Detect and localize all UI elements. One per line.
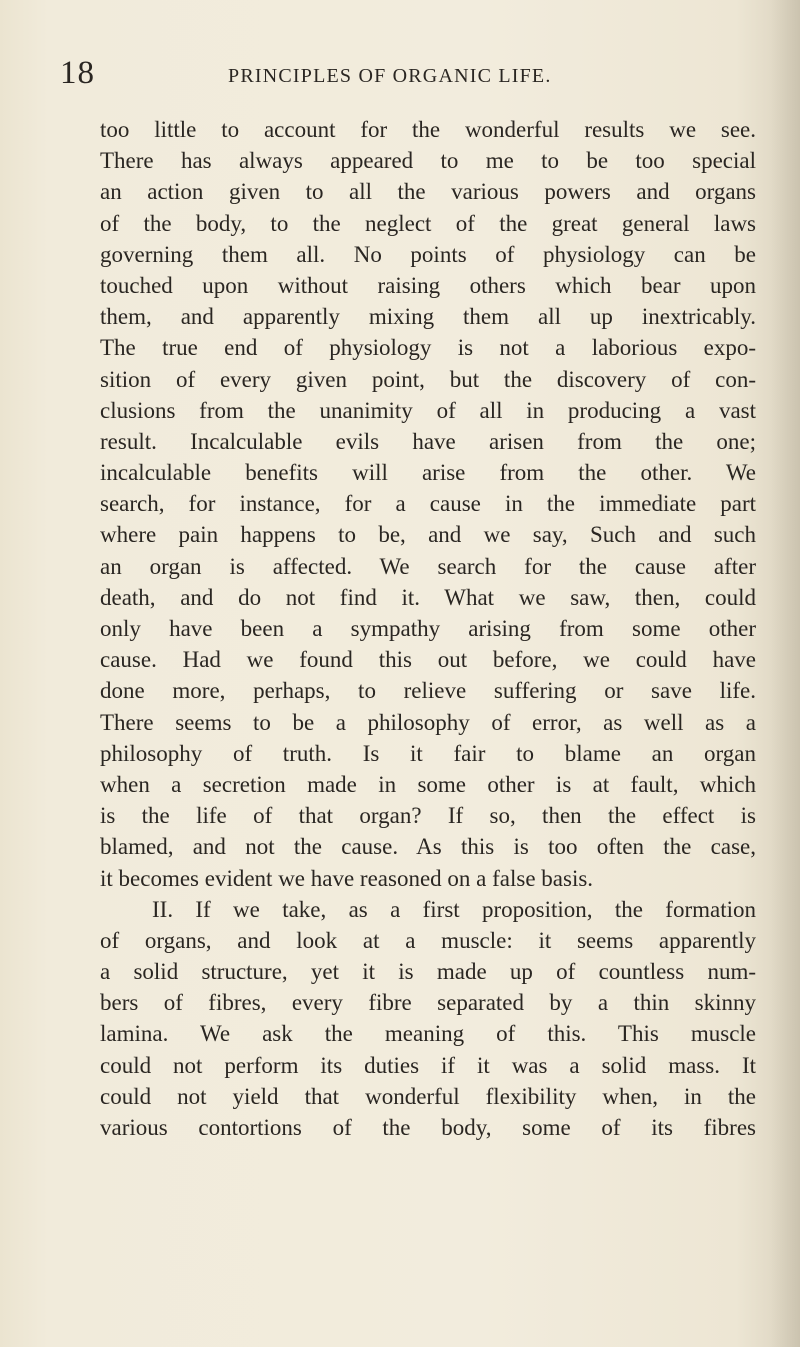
text-line: is the life of that organ? If so, then the effect is <box>100 803 756 829</box>
text-line: clusions from the unanimity of all in producing a vast <box>100 397 756 423</box>
body-text <box>100 114 756 1143</box>
text-line: a solid structure, yet it is made up of countless num- <box>100 959 756 985</box>
text-line: of the body, to the neglect of the great general laws <box>100 210 756 236</box>
text-line: blamed, and not the cause. As this is too often the case, <box>100 834 756 860</box>
text-line: it becomes evident we have reasoned on a false basis. <box>100 865 594 891</box>
text-line: governing them all. No points of physiology can be <box>100 241 756 267</box>
text-line: various contortions of the body, some of its fibres <box>100 1115 756 1140</box>
text-line: them, and apparently mixing them all up inextricably. <box>100 304 756 330</box>
text-line: bers of fibres, every fibre separated by a thin skinny <box>100 990 756 1016</box>
text-line: The true end of physiology is not a laborious expo- <box>100 335 756 361</box>
text-line: philosophy of truth. Is it fair to blame an organ <box>100 740 756 766</box>
text-line: There has always appeared to me to be too special <box>100 148 756 174</box>
running-head: PRINCIPLES OF ORGANIC LIFE. <box>228 65 552 87</box>
page-number: 18 <box>60 55 95 91</box>
text-line: death, and do not find it. What we saw, then, could <box>100 584 756 610</box>
text-line: There seems to be a philosophy of error, as well as a <box>100 709 756 735</box>
text-line: when a secretion made in some other is at fault, which <box>100 771 756 797</box>
text-line: could not perform its duties if it was a solid mass. It <box>100 1052 756 1078</box>
text-line: sition of every given point, but the discovery of con- <box>100 366 756 392</box>
text-line: II. If we take, as a first proposition, the formation <box>152 896 756 922</box>
page-header <box>60 56 750 96</box>
text-line: search, for instance, for a cause in the immediate part <box>100 491 756 517</box>
page-edge-shadow <box>770 0 800 1347</box>
text-line: touched upon without raising others which bear upon <box>100 272 756 298</box>
text-line: where pain happens to be, and we say, Such and such <box>100 522 756 548</box>
text-line: cause. Had we found this out before, we could have <box>100 647 756 673</box>
text-line: could not yield that wonderful flexibility when, in the <box>100 1083 756 1109</box>
text-line: an action given to all the various powers and organs <box>100 179 756 205</box>
text-line: lamina. We ask the meaning of this. This muscle <box>100 1021 756 1047</box>
text-line: an organ is affected. We search for the cause after <box>100 553 756 579</box>
text-line: of organs, and look at a muscle: it seems apparently <box>100 927 756 953</box>
text-line: result. Incalculable evils have arisen from the one; <box>100 428 756 454</box>
text-line: done more, perhaps, to relieve suffering or save life. <box>100 678 756 704</box>
text-line: only have been a sympathy arising from some other <box>100 616 756 641</box>
text-line: too little to account for the wonderful results we see. <box>100 117 756 142</box>
text-line: incalculable benefits will arise from the other. We <box>100 460 756 486</box>
